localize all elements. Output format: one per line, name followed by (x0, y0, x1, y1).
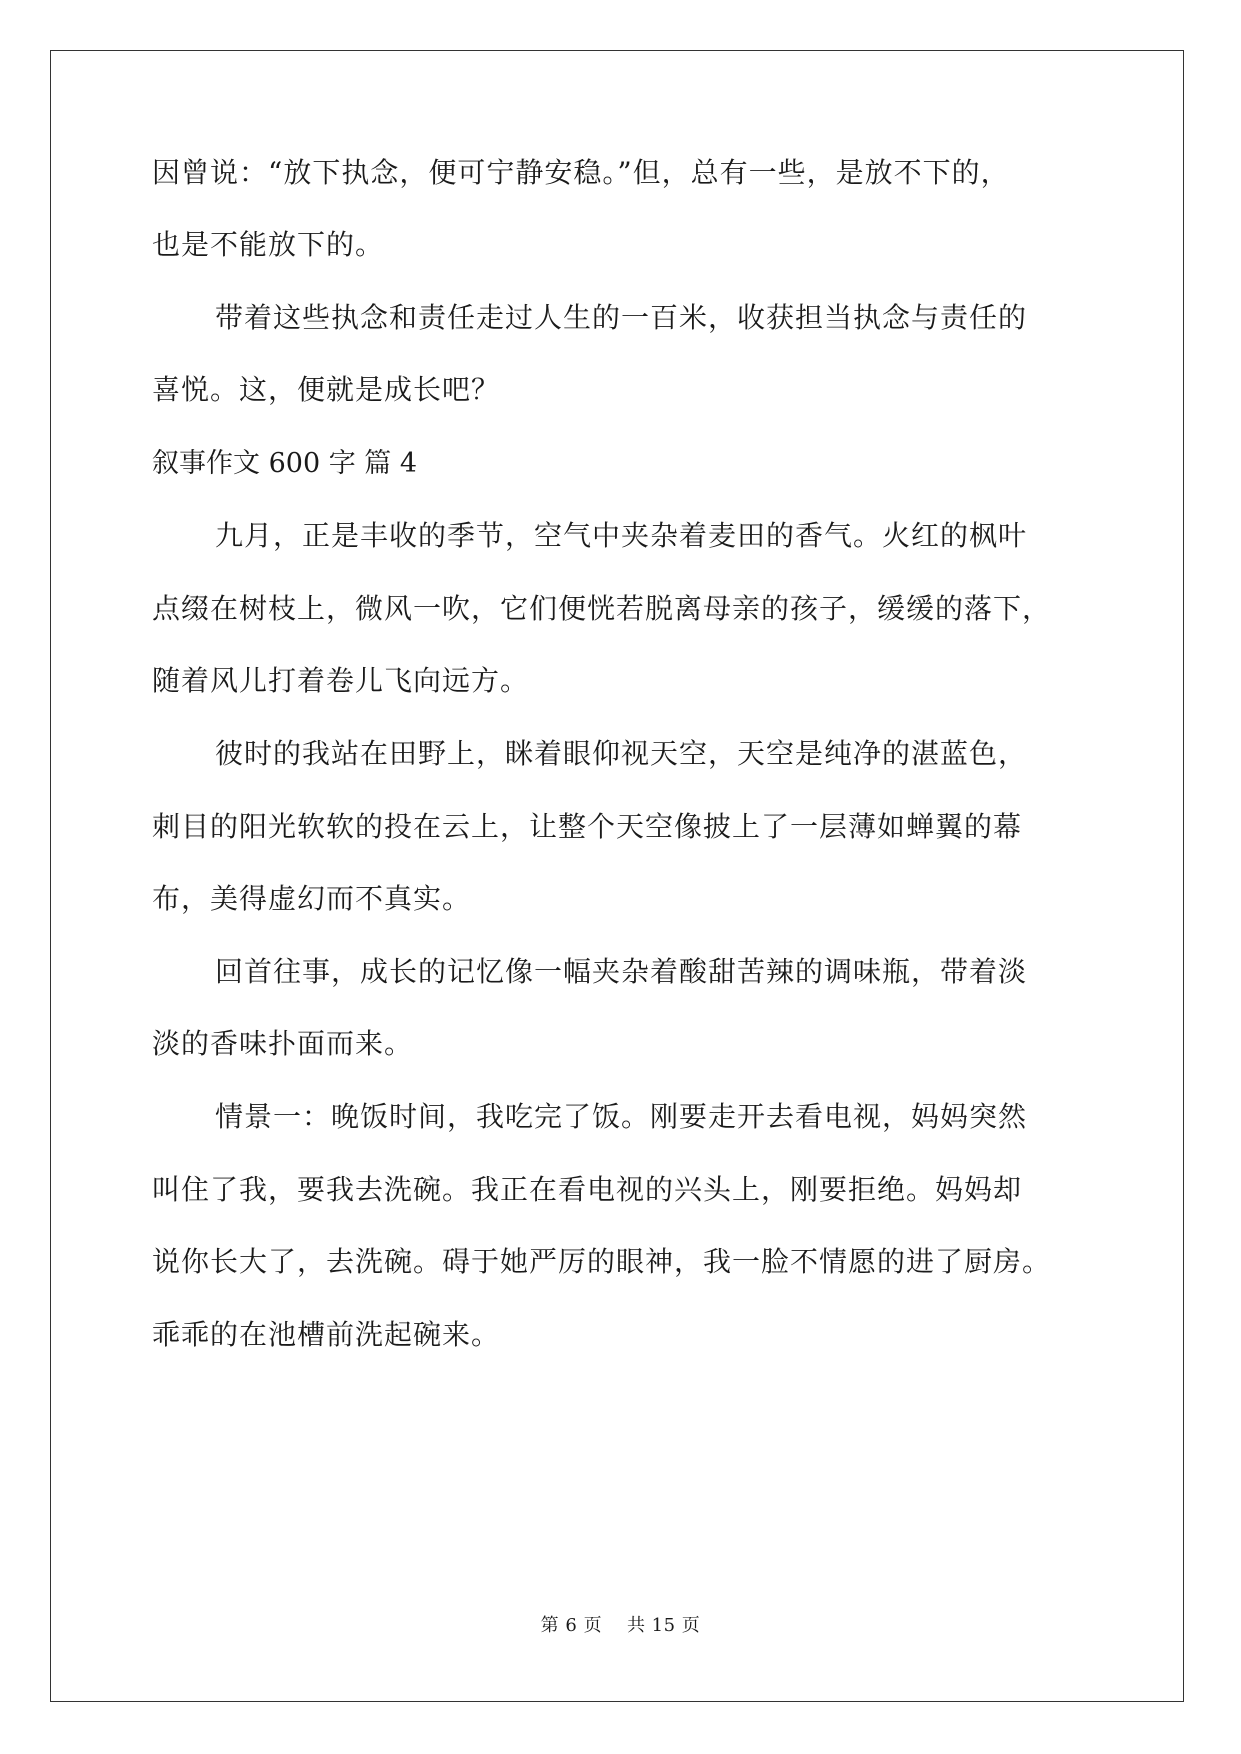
paragraph-line: 点缀在树枝上，微风一吹，它们便恍若脱离母亲的孩子，缓缓的落下， (152, 592, 1052, 625)
paragraph-line: 布，美得虚幻而不真实。 (152, 882, 472, 915)
paragraph-line: 九月，正是丰收的季节，空气中夹杂着麦田的香气。火红的枫叶 (215, 519, 1028, 552)
paragraph-line: 情景一：晚饭时间，我吃完了饭。刚要走开去看电视，妈妈突然 (215, 1100, 1028, 1133)
paragraph-line: 因曾说：“放下执念，便可宁静安稳。”但，总有一些，是放不下的， (152, 156, 1010, 189)
paragraph-line: 彼时的我站在田野上，眯着眼仰视天空，天空是纯净的湛蓝色， (215, 737, 1028, 770)
paragraph-line: 叫住了我，要我去洗碗。我正在看电视的兴头上，刚要拒绝。妈妈却 (152, 1173, 1023, 1206)
paragraph-line: 喜悦。这，便就是成长吧？ (152, 373, 501, 406)
paragraph-line: 随着风儿打着卷儿飞向远方。 (152, 664, 530, 697)
paragraph-line: 带着这些执念和责任走过人生的一百米，收获担当执念与责任的 (215, 301, 1028, 334)
paragraph-line: 乖乖的在池槽前洗起碗来。 (152, 1318, 501, 1351)
paragraph-line: 说你长大了，去洗碗。碍于她严厉的眼神，我一脸不情愿的进了厨房。 (152, 1245, 1052, 1278)
paragraph-line: 刺目的阳光软软的投在云上，让整个天空像披上了一层薄如蝉翼的幕 (152, 810, 1023, 843)
section-heading: 叙事作文 600 字 篇 4 (152, 448, 418, 479)
page-number-footer: 第 6 页 共 15 页 (540, 1615, 701, 1636)
paragraph-line: 也是不能放下的。 (152, 228, 385, 261)
paragraph-line: 淡的香味扑面而来。 (152, 1027, 414, 1060)
paragraph-line: 回首往事，成长的记忆像一幅夹杂着酸甜苦辣的调味瓶，带着淡 (215, 955, 1028, 988)
